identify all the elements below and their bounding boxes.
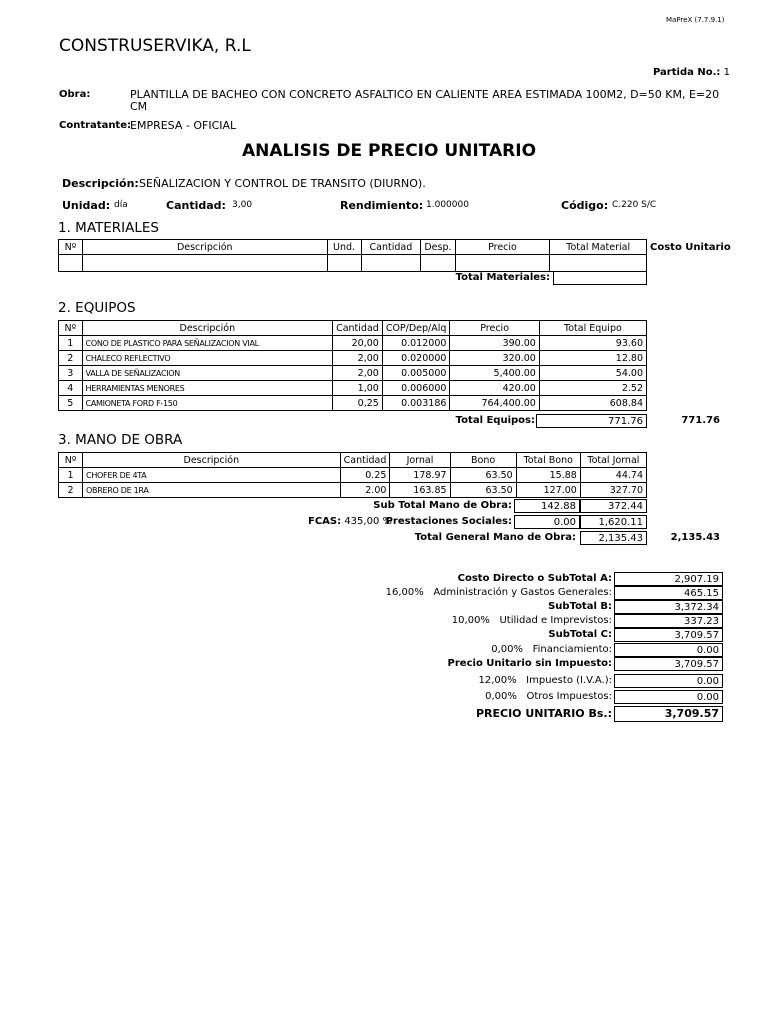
equipos-col-total: Total Equipo xyxy=(539,321,646,336)
total-equipos-value: 771.76 xyxy=(536,414,647,428)
rendimiento-label: Rendimiento: xyxy=(340,199,424,212)
financ-pct: 0,00% xyxy=(491,644,524,655)
row-description: VALLA DE SEÑALIZACION xyxy=(82,366,333,381)
total-mano-obra-value: 2,135.43 xyxy=(580,531,647,545)
row-jornal: 178.97 xyxy=(390,468,450,483)
obra-line2: CM xyxy=(130,100,148,113)
iva-label: Impuesto (I.V.A.): xyxy=(526,675,612,686)
row-bono: 63.50 xyxy=(450,468,516,483)
admin-value: 465.15 xyxy=(614,586,723,600)
row-dep: 0.003186 xyxy=(382,396,450,411)
row-number: 4 xyxy=(59,381,83,396)
utilidad-label: Utilidad e Imprevistos: xyxy=(499,615,612,626)
materiales-col-cantidad: Cantidad xyxy=(361,240,421,255)
equipos-col-descripcion: Descripción xyxy=(82,321,333,336)
otros-value: 0.00 xyxy=(614,690,723,704)
unidad-value: día xyxy=(114,200,128,210)
total-materiales-label: Total Materiales: xyxy=(455,272,550,283)
financ-label: Financiamiento: xyxy=(532,644,612,655)
costo-directo-label: Costo Directo o SubTotal A: xyxy=(457,573,612,584)
mano-obra-title: 3. MANO DE OBRA xyxy=(58,432,183,448)
row-number: 3 xyxy=(59,366,83,381)
admin-pct: 16,00% xyxy=(385,587,424,598)
row-bono: 63.50 xyxy=(450,483,516,498)
equipos-col-cantidad: Cantidad xyxy=(333,321,383,336)
row-precio: 390.00 xyxy=(450,336,539,351)
row-cantidad: 20,00 xyxy=(333,336,383,351)
row-number: 5 xyxy=(59,396,83,411)
subtotal-b-label: SubTotal B: xyxy=(548,601,612,612)
row-description: CAMIONETA FORD F-150 xyxy=(82,396,333,411)
utilidad-row-label xyxy=(380,614,612,628)
prestaciones-label: Prestaciones Sociales: xyxy=(385,516,512,527)
otros-pct: 0,00% xyxy=(485,691,517,702)
row-total: 12.80 xyxy=(539,351,646,366)
row-total: 93.60 xyxy=(539,336,646,351)
row-precio: 5,400.00 xyxy=(450,366,539,381)
row-precio: 320.00 xyxy=(450,351,539,366)
mano-obra-col-jornal: Jornal xyxy=(390,453,450,468)
otros-label: Otros Impuestos: xyxy=(526,691,612,702)
materiales-col-total: Total Material xyxy=(550,240,647,255)
row-description: HERRAMIENTAS MENORES xyxy=(82,381,333,396)
total-equipos-label: Total Equipos: xyxy=(455,415,535,426)
row-precio: 764,400.00 xyxy=(450,396,539,411)
company-name: CONSTRUSERVIKA, R.L xyxy=(59,36,251,56)
descripcion-value: SEÑALIZACION Y CONTROL DE TRANSITO (DIURNO). xyxy=(139,177,426,190)
materiales-col-precio: Precio xyxy=(455,240,550,255)
admin-label: Administración y Gastos Generales: xyxy=(433,587,612,598)
partida-label: Partida No.: xyxy=(653,67,721,78)
row-cantidad: 2,00 xyxy=(333,351,383,366)
fcas-label: FCAS: xyxy=(308,516,342,527)
materiales-table xyxy=(58,239,647,272)
row-number: 2 xyxy=(59,351,83,366)
contratante-label: Contratante: xyxy=(59,120,131,131)
subtotal-c-value: 3,709.57 xyxy=(614,628,723,642)
partida-value: 1 xyxy=(723,67,730,78)
costo-directo-value: 2,907.19 xyxy=(614,572,723,586)
document-title: ANALISIS DE PRECIO UNITARIO xyxy=(241,141,537,161)
subtotal-bono-value: 142.88 xyxy=(514,499,580,513)
materiales-header-row xyxy=(59,240,647,255)
table-row xyxy=(59,336,647,351)
subtotal-c-label: SubTotal C: xyxy=(548,629,612,640)
codigo-label: Código: xyxy=(561,199,609,212)
otros-row-label xyxy=(380,690,612,704)
row-number: 2 xyxy=(59,483,83,498)
row-total: 54.00 xyxy=(539,366,646,381)
cantidad-label: Cantidad: xyxy=(166,199,226,212)
financ-row-label xyxy=(380,643,612,657)
mano-obra-costo-unitario: 2,135.43 xyxy=(670,532,720,543)
financ-value: 0.00 xyxy=(614,643,723,657)
materiales-col-descripcion: Descripción xyxy=(82,240,327,255)
row-dep: 0.005000 xyxy=(382,366,450,381)
iva-pct: 12,00% xyxy=(478,675,517,686)
prestaciones-bono-value: 0.00 xyxy=(514,515,580,529)
utilidad-value: 337.23 xyxy=(614,614,723,628)
row-precio: 420.00 xyxy=(450,381,539,396)
mano-obra-col-cantidad: Cantidad xyxy=(340,453,390,468)
equipos-table xyxy=(58,320,647,411)
subtotal-b-value: 3,372.34 xyxy=(614,600,723,614)
row-total-jornal: 44.74 xyxy=(580,468,646,483)
subtotal-jornal-value: 372.44 xyxy=(580,499,647,513)
row-total: 2.52 xyxy=(539,381,646,396)
row-number: 1 xyxy=(59,336,83,351)
table-row xyxy=(59,381,647,396)
mano-obra-col-total-bono: Total Bono xyxy=(516,453,580,468)
row-total-bono: 15.88 xyxy=(516,468,580,483)
rendimiento-value: 1.000000 xyxy=(426,200,469,210)
table-row xyxy=(59,396,647,411)
precio-unitario-label: PRECIO UNITARIO Bs.: xyxy=(475,707,612,720)
row-dep: 0.006000 xyxy=(382,381,450,396)
sin-impuesto-value: 3,709.57 xyxy=(614,657,723,671)
iva-value: 0.00 xyxy=(614,674,723,688)
row-cantidad: 1,00 xyxy=(333,381,383,396)
row-total-bono: 127.00 xyxy=(516,483,580,498)
materiales-title: 1. MATERIALES xyxy=(58,220,159,236)
costo-unitario-label: Costo Unitario xyxy=(650,242,731,253)
software-version: MaPreX (7.7.9.1) xyxy=(666,16,725,24)
sin-impuesto-label: Precio Unitario sin Impuesto: xyxy=(447,658,612,669)
fcas-value: 435,00 % xyxy=(344,516,392,527)
mano-obra-col-total-jornal: Total Jornal xyxy=(580,453,646,468)
mano-obra-col-descripcion: Descripción xyxy=(83,453,341,468)
row-description: OBRERO DE 1RA xyxy=(83,483,341,498)
prestaciones-jornal-value: 1,620.11 xyxy=(580,515,647,529)
row-cantidad: 0,25 xyxy=(333,396,383,411)
precio-unitario-value: 3,709.57 xyxy=(614,706,723,722)
row-number: 1 xyxy=(59,468,83,483)
row-cantidad: 0.25 xyxy=(340,468,390,483)
table-row xyxy=(59,255,647,272)
materiales-col-und: Und. xyxy=(327,240,361,255)
table-row xyxy=(59,468,647,483)
admin-row-label xyxy=(380,586,612,600)
table-row xyxy=(59,483,647,498)
materiales-col-desp: Desp. xyxy=(421,240,455,255)
row-cantidad: 2.00 xyxy=(340,483,390,498)
unidad-label: Unidad: xyxy=(62,199,111,212)
iva-row-label xyxy=(380,674,612,688)
row-description: CHOFER DE 4TA xyxy=(83,468,341,483)
mano-obra-col-n: Nº xyxy=(59,453,83,468)
mano-obra-col-bono: Bono xyxy=(450,453,516,468)
total-mano-obra-label: Total General Mano de Obra: xyxy=(414,532,576,543)
contratante-value: EMPRESA - OFICIAL xyxy=(130,119,237,132)
row-description: CHALECO REFLECTIVO xyxy=(82,351,333,366)
equipos-title: 2. EQUIPOS xyxy=(58,300,136,316)
row-description: CONO DE PLASTICO PARA SEÑALIZACION VIAL xyxy=(82,336,333,351)
equipos-col-n: Nº xyxy=(59,321,83,336)
equipos-col-precio: Precio xyxy=(450,321,539,336)
codigo-value: C.220 S/C xyxy=(612,200,657,210)
equipos-costo-unitario: 771.76 xyxy=(681,415,720,426)
descripcion-label: Descripción: xyxy=(62,177,139,190)
row-total-jornal: 327.70 xyxy=(580,483,646,498)
equipos-header-row xyxy=(59,321,647,336)
row-total: 608.84 xyxy=(539,396,646,411)
mano-obra-header-row xyxy=(59,453,647,468)
table-row xyxy=(59,351,647,366)
utilidad-pct: 10,00% xyxy=(451,615,490,626)
row-cantidad: 2,00 xyxy=(333,366,383,381)
row-jornal: 163.85 xyxy=(390,483,450,498)
cantidad-value: 3,00 xyxy=(232,200,253,210)
table-row xyxy=(59,366,647,381)
materiales-col-n: Nº xyxy=(59,240,83,255)
equipos-col-dep: COP/Dep/Alq xyxy=(382,321,450,336)
row-dep: 0.012000 xyxy=(382,336,450,351)
mano-obra-table xyxy=(58,452,647,498)
row-dep: 0.020000 xyxy=(382,351,450,366)
total-materiales-value xyxy=(553,271,647,285)
obra-label: Obra: xyxy=(59,89,91,100)
obra-line1: PLANTILLA DE BACHEO CON CONCRETO ASFALTICO EN CALIENTE AREA ESTIMADA 100M2, D=50 KM, E=20 xyxy=(130,88,720,101)
subtotal-mano-obra-label: Sub Total Mano de Obra: xyxy=(373,500,512,511)
